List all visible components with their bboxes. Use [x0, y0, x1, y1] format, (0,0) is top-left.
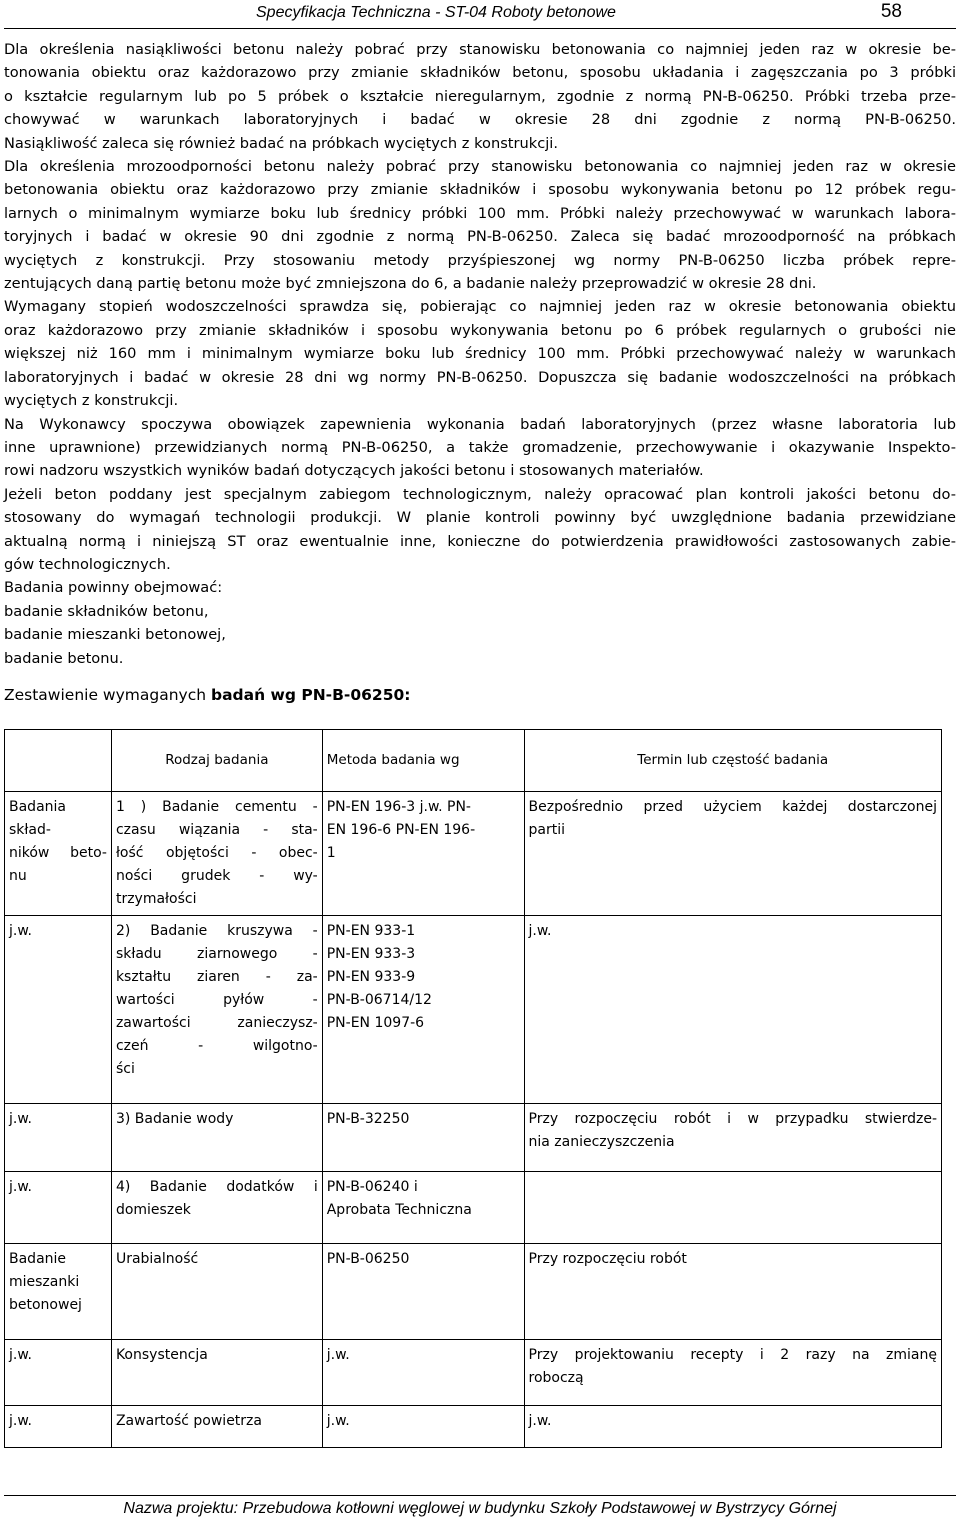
cell-line: Przy rozpoczęciu robót i w przypadku stwierdze- [528, 1111, 937, 1127]
cell-line: Urabialność [115, 1251, 199, 1267]
table-cell-c1 [5, 1244, 112, 1340]
header-divider [4, 28, 956, 29]
table-cell-c2 [111, 1104, 322, 1172]
text-line: o kształcie regularnym lub po 5 próbek o kształcie nieregularnym, zgodnie z normą PN-B-06250. Próbki trzeba prze- [4, 87, 956, 105]
table-header-row [5, 730, 942, 792]
table-cell-c3 [322, 1406, 524, 1448]
cell-line: Przy rozpoczęciu robót [528, 1251, 687, 1267]
table-cell-c4 [524, 916, 941, 1104]
text-line: Na Wykonawcy spoczywa obowiązek zapewnienia wykonania badań laboratoryjnych (przez własne laboratoria lub [4, 415, 956, 433]
text-line: larnych o minimalnym wymiarze boku lub średnicy próbki 100 mm. Próbki należy przechowywać w warunkach labora- [4, 204, 956, 222]
table-row [5, 1104, 942, 1172]
cell-line: trzymałości [115, 891, 197, 907]
cell-line: j.w. [528, 923, 552, 939]
text-line: wyciętych z konstrukcji. [4, 392, 179, 410]
table-cell-c3 [322, 1244, 524, 1340]
table-row [5, 1172, 942, 1244]
table-cell-c1 [5, 1406, 112, 1448]
table-cell-c1 [5, 916, 112, 1104]
header-cell-empty [5, 730, 112, 792]
cell-line: 2) Badanie kruszywa - [115, 923, 318, 939]
cell-line: roboczą [528, 1370, 584, 1386]
cell-line: czeń - wilgotno- [115, 1038, 318, 1054]
cell-line: domieszek [115, 1202, 191, 1218]
text-line: wyciętych z konstrukcji. Przy stosowaniu metody przyśpieszonej wg normy PN-B-06250 liczba próbek repre- [4, 251, 956, 269]
page-number: 58 [880, 1, 902, 22]
text-line: badanie mieszanki betonowej, [4, 626, 226, 644]
cell-line: j.w. [9, 1413, 32, 1429]
paragraph [4, 295, 956, 412]
table-cell-c4 [524, 792, 941, 916]
text-line: Dla określenia nasiąkliwości betonu należy pobrać przy stanowisku betonowania co najmniej jeden raz w okresie be- [4, 41, 956, 58]
text-line: laboratoryjnych i badać w okresie 28 dni wg normy PN-B-06250. Dopuszcza się badanie wodoszczelności na próbkach [4, 368, 956, 386]
table-cell-c2 [111, 1244, 322, 1340]
table-cell-c2 [111, 792, 322, 916]
table-cell-c3 [322, 1104, 524, 1172]
cell-line: EN 196-6 PN-EN 196- [326, 822, 476, 838]
table-cell-c2 [111, 916, 322, 1104]
table-cell-c4 [524, 1172, 941, 1244]
text-line: Dla określenia mrozoodporności betonu należy pobrać przy stanowisku betonowania co najmniej jeden raz w okresie [4, 158, 956, 176]
cell-line: nia zanieczyszczenia [528, 1134, 675, 1150]
cell-line: j.w. [9, 1347, 32, 1363]
cell-line: 3) Badanie wody [115, 1111, 234, 1127]
text-line: Wymagany stopień wodoszczelności sprawdza się, pobierając co najmniej jeden raz w okresie betonowania obiektu [4, 298, 956, 316]
cell-line: Bezpośrednio przed użyciem każdej dostarczonej [528, 799, 937, 815]
table-cell-c2 [111, 1406, 322, 1448]
cell-line: wartości pyłów - [115, 992, 318, 1008]
paragraph [4, 413, 956, 483]
text-line: oraz każdorazowo przy zmianie składników i sposobu wykonywania betonu po 6 próbek regularnych o grubości nie [4, 321, 956, 339]
table-row [5, 916, 942, 1104]
text-line: rowi nadzoru wszystkich wyników badań dotyczących jakości betonu i stosowanych materiałów. [4, 462, 704, 480]
paragraph [4, 155, 956, 295]
page-header [0, 0, 960, 26]
cell-line: PN-B-32250 [326, 1111, 410, 1127]
body-text [4, 38, 956, 670]
cell-line: składu ziarnowego - [115, 946, 318, 962]
cell-line: zawartości zanieczysz- [115, 1015, 318, 1031]
cell-line: 4) Badanie dodatków i [115, 1179, 318, 1195]
cell-line: j.w. [326, 1413, 350, 1429]
page-footer: Nazwa projektu: Przebudowa kotłowni węglowej w budynku Szkoły Podstawowej w Bystrzycy Górnej [123, 1500, 837, 1517]
paragraph [4, 483, 956, 577]
cell-line: j.w. [528, 1413, 552, 1429]
table-row [5, 1244, 942, 1340]
text-line: Nasiąkliwość zaleca się również badać na próbkach wyciętych z konstrukcji. [4, 134, 558, 152]
document-title: Specyfikacja Techniczna - ST-04 Roboty betonowe [256, 4, 616, 21]
table-heading-bold: badań wg PN-B-06250: [210, 686, 411, 704]
table-row [5, 792, 942, 916]
cell-line: mieszanki [9, 1274, 80, 1290]
cell-line: j.w. [9, 1179, 32, 1195]
cell-line: PN-EN 933-9 [326, 969, 416, 985]
text-line: badanie betonu. [4, 649, 124, 667]
table-row [5, 1406, 942, 1448]
table-cell-c4 [524, 1104, 941, 1172]
cell-line: j.w. [9, 1111, 32, 1127]
text-line: Badania powinny obejmować: [4, 579, 223, 597]
table-heading [4, 686, 410, 704]
table-row [5, 1340, 942, 1406]
header-cell-frequency: Termin lub częstość badania [524, 730, 941, 792]
cell-line: Aprobata Techniczna [326, 1202, 472, 1218]
text-line: stosowany do wymagań technologii produkcji. W planie kontroli powinny być uwzględnione badania przewidziane [4, 509, 956, 527]
tests-table [4, 729, 942, 1448]
cell-line: łość objętości - obec- [115, 845, 318, 861]
table-cell-c1 [5, 1104, 112, 1172]
table-cell-c1 [5, 792, 112, 916]
text-line: gów technologicznych. [4, 555, 171, 573]
table-cell-c3 [322, 792, 524, 916]
table-cell-c4 [524, 1244, 941, 1340]
cell-line: j.w. [326, 1347, 350, 1363]
cell-line: nu [9, 868, 27, 884]
cell-line: 1 [326, 845, 336, 861]
cell-line: PN-B-06240 i [326, 1179, 418, 1195]
cell-line: Badanie [9, 1251, 67, 1267]
text-line: Jeżeli beton poddany jest specjalnym zabiegom technologicznym, należy opracować plan kontroli jakości betonu do- [4, 485, 956, 503]
cell-line: ności grudek - wy- [115, 868, 318, 884]
text-line: zentujących daną partię betonu może być zmniejszona do 6, a badanie należy przeprowadzić w okresie 28 dni. [4, 275, 817, 293]
cell-line: kształtu ziaren - za- [115, 969, 318, 985]
table-cell-c2 [111, 1172, 322, 1244]
text-line: badanie składników betonu, [4, 602, 209, 620]
table-cell-c1 [5, 1340, 112, 1406]
paragraph [4, 576, 956, 670]
cell-line: j.w. [9, 923, 32, 939]
table-cell-c3 [322, 1172, 524, 1244]
table-heading-prefix: Zestawienie wymaganych [4, 686, 211, 704]
cell-line: ści [115, 1061, 135, 1077]
text-line: toryjnych i badać w okresie 90 dni zgodnie z normą PN-B-06250. Zaleca się badać mrozoodporność na próbkach [4, 228, 956, 246]
cell-line: Konsystencja [115, 1347, 208, 1363]
cell-line: betonowej [9, 1297, 82, 1313]
text-line: większej niż 160 mm i minimalnym wymiarze boku lub średnicy 100 mm. Próbki przechowywać należy w warunkach [4, 345, 956, 363]
table-cell-c2 [111, 1340, 322, 1406]
paragraph [4, 38, 956, 155]
cell-line: 1 ) Badanie cementu - [115, 799, 318, 815]
cell-line: Zawartość powietrza [115, 1413, 262, 1429]
table-cell-c1 [5, 1172, 112, 1244]
cell-line: partii [528, 822, 566, 838]
cell-line: PN-EN 933-3 [326, 946, 416, 962]
text-line: chowywać w warunkach laboratoryjnych i badać w okresie 28 dni zgodnie z normą PN-B-06250. [4, 111, 956, 129]
cell-line: Przy projektowaniu recepty i 2 razy na zmianę [528, 1347, 937, 1363]
text-line: aktualną normą i niniejszą ST oraz ewentualnie inne, konieczne do potwierdzenia prawidłowości zastosowanych zabie- [4, 532, 956, 550]
table-cell-c4 [524, 1406, 941, 1448]
cell-line: PN-EN 1097-6 [326, 1015, 425, 1031]
cell-line: PN-B-06250 [326, 1251, 410, 1267]
cell-line: czasu wiązania - sta- [115, 822, 318, 838]
header-cell-test-type: Rodzaj badania [111, 730, 322, 792]
text-line: tonowania obiektu oraz każdorazowo przy zmianie składników betonu, sposobu układania i zagęszczania po 3 próbki [4, 64, 956, 82]
cell-line: PN-EN 933-1 [326, 923, 416, 939]
cell-line: Badania skład- [9, 799, 66, 838]
cell-line: PN-EN 196-3 j.w. PN- [326, 799, 471, 815]
table-cell-c3 [322, 916, 524, 1104]
cell-line: PN-B-06714/12 [326, 992, 432, 1008]
header-cell-method: Metoda badania wg [322, 730, 524, 792]
footer-divider [4, 1495, 956, 1496]
table-cell-c4 [524, 1340, 941, 1406]
table-cell-c3 [322, 1340, 524, 1406]
text-line: inne uprawnione) przewidzianych normą PN-B-06250, a także gromadzenie, przechowywanie i okazywanie Inspekto- [4, 438, 956, 456]
text-line: betonowania obiektu oraz każdorazowo przy zmianie składników i sposobu wykonywania betonu po 12 próbek regu- [4, 181, 956, 199]
cell-line: ników beto- [9, 845, 107, 861]
